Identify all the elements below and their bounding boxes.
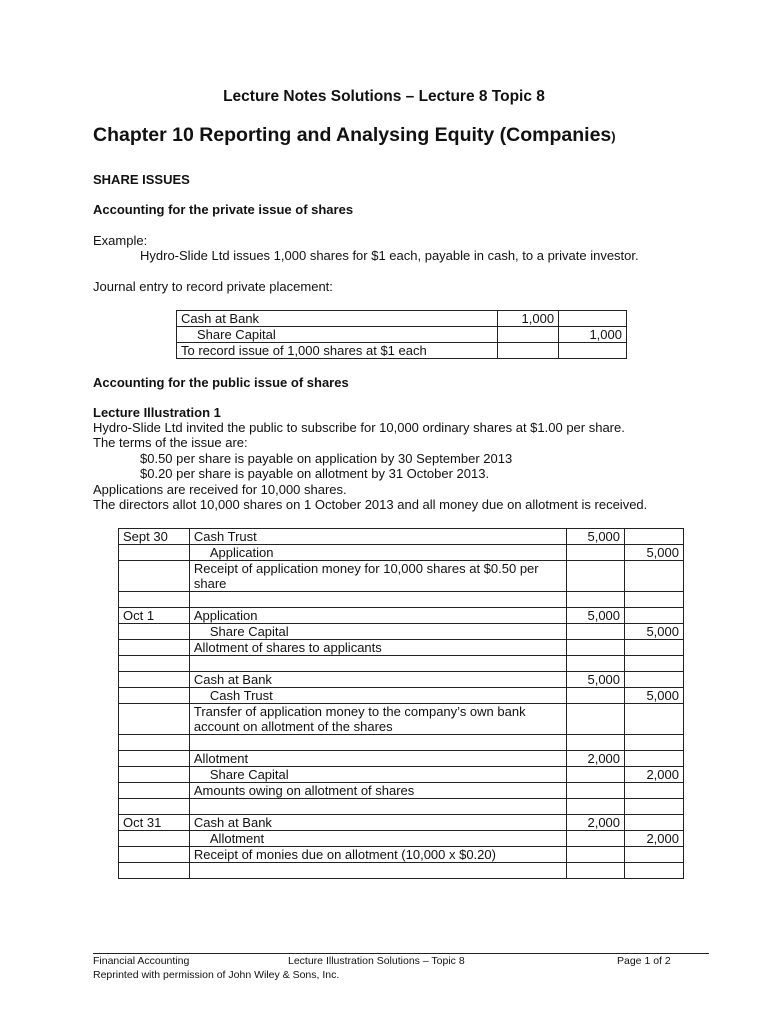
private-issue-heading: Accounting for the private issue of shares bbox=[93, 202, 354, 217]
table-cell bbox=[567, 767, 625, 783]
table-cell: Share Capital bbox=[189, 624, 566, 640]
table-row bbox=[119, 529, 684, 545]
table-row bbox=[119, 735, 684, 751]
table-cell bbox=[119, 863, 190, 879]
illustration-line: $0.50 per share is payable on application by 30 September 2013 bbox=[140, 451, 513, 466]
example-text: Hydro-Slide Ltd issues 1,000 shares for $1 each, payable in cash, to a private investor. bbox=[140, 248, 639, 263]
table-cell bbox=[567, 847, 625, 863]
table-cell: Allotment bbox=[189, 751, 566, 767]
table-cell bbox=[119, 847, 190, 863]
share-issues-heading: SHARE ISSUES bbox=[93, 172, 190, 187]
table-cell bbox=[119, 656, 190, 672]
table-cell bbox=[625, 783, 684, 799]
table-cell bbox=[119, 704, 190, 735]
table-cell: Allotment bbox=[189, 831, 566, 847]
table-cell bbox=[119, 561, 190, 592]
table-cell bbox=[625, 561, 684, 592]
table-cell: Receipt of application money for 10,000 shares at $0.50 per share bbox=[189, 561, 566, 592]
table-cell bbox=[625, 640, 684, 656]
table-cell bbox=[567, 863, 625, 879]
table-row bbox=[119, 545, 684, 561]
private-placement-table bbox=[176, 310, 627, 359]
table-row bbox=[177, 327, 627, 343]
illustration-line: The terms of the issue are: bbox=[93, 435, 248, 450]
table-cell bbox=[119, 672, 190, 688]
table-row bbox=[119, 751, 684, 767]
table-cell: Allotment of shares to applicants bbox=[189, 640, 566, 656]
table-cell bbox=[567, 561, 625, 592]
table-cell bbox=[189, 656, 566, 672]
chapter-title-paren: ) bbox=[611, 129, 616, 144]
table-cell bbox=[567, 656, 625, 672]
table-cell: Cash at Bank bbox=[189, 815, 566, 831]
table-cell: Amounts owing on allotment of shares bbox=[189, 783, 566, 799]
table-cell: 2,000 bbox=[567, 815, 625, 831]
table-cell bbox=[189, 863, 566, 879]
table-cell: Cash Trust bbox=[189, 688, 566, 704]
table-cell bbox=[189, 735, 566, 751]
table-cell bbox=[498, 327, 559, 343]
table-cell bbox=[119, 831, 190, 847]
table-cell: 2,000 bbox=[625, 767, 684, 783]
chapter-title bbox=[93, 124, 616, 147]
table-row bbox=[119, 847, 684, 863]
table-cell bbox=[119, 751, 190, 767]
table-cell: 5,000 bbox=[625, 688, 684, 704]
table-row bbox=[119, 592, 684, 608]
journal-intro: Journal entry to record private placement: bbox=[93, 279, 333, 294]
table-cell bbox=[119, 688, 190, 704]
table-row bbox=[119, 672, 684, 688]
table-cell: Transfer of application money to the company’s own bank account on allotment of the shares bbox=[189, 704, 566, 735]
table-cell bbox=[567, 783, 625, 799]
table-row bbox=[177, 311, 627, 327]
table-cell bbox=[567, 704, 625, 735]
illustration-line: The directors allot 10,000 shares on 1 October 2013 and all money due on allotment is received. bbox=[93, 497, 648, 512]
table-cell: 5,000 bbox=[567, 608, 625, 624]
table-cell bbox=[559, 311, 627, 327]
chapter-title-text: Chapter 10 Reporting and Analysing Equity (Companies bbox=[93, 124, 612, 146]
footer-center: Lecture Illustration Solutions – Topic 8 bbox=[288, 955, 465, 967]
footer-left: Financial Accounting bbox=[93, 955, 190, 967]
table-cell bbox=[119, 783, 190, 799]
table-row bbox=[119, 863, 684, 879]
table-row bbox=[119, 688, 684, 704]
table-cell bbox=[498, 343, 559, 359]
table-row bbox=[119, 640, 684, 656]
table-cell bbox=[567, 545, 625, 561]
table-cell bbox=[119, 767, 190, 783]
table-cell: Receipt of monies due on allotment (10,000 x $0.20) bbox=[189, 847, 566, 863]
table-cell bbox=[567, 688, 625, 704]
public-issue-heading: Accounting for the public issue of shares bbox=[93, 375, 349, 390]
table-cell bbox=[119, 640, 190, 656]
table-cell bbox=[625, 863, 684, 879]
example-label: Example: bbox=[93, 233, 148, 248]
table-cell: 5,000 bbox=[567, 529, 625, 545]
table-row bbox=[119, 767, 684, 783]
table-cell: Share Capital bbox=[189, 767, 566, 783]
table-row bbox=[119, 799, 684, 815]
table-cell bbox=[567, 624, 625, 640]
table-cell bbox=[119, 735, 190, 751]
table-cell bbox=[625, 847, 684, 863]
table-cell bbox=[119, 545, 190, 561]
table-row bbox=[119, 608, 684, 624]
table-cell bbox=[119, 592, 190, 608]
illustration-line: Hydro-Slide Ltd invited the public to subscribe for 10,000 ordinary shares at $1.00 per share. bbox=[93, 420, 625, 435]
table-cell: Application bbox=[189, 545, 566, 561]
table-cell: 1,000 bbox=[559, 327, 627, 343]
footer-rule bbox=[93, 953, 709, 954]
table-cell bbox=[625, 815, 684, 831]
table-cell bbox=[119, 624, 190, 640]
table-cell: 1,000 bbox=[498, 311, 559, 327]
table-cell bbox=[119, 799, 190, 815]
table-cell bbox=[189, 799, 566, 815]
table-cell bbox=[567, 640, 625, 656]
table-cell bbox=[189, 592, 566, 608]
footer-page-number: Page 1 of 2 bbox=[617, 955, 671, 967]
footer-reprint: Reprinted with permission of John Wiley & Sons, Inc. bbox=[93, 969, 340, 981]
table-cell: Sept 30 bbox=[119, 529, 190, 545]
table-cell bbox=[567, 735, 625, 751]
table-cell: Oct 1 bbox=[119, 608, 190, 624]
table-cell bbox=[625, 529, 684, 545]
table-row bbox=[119, 624, 684, 640]
table-cell: Cash at Bank bbox=[177, 311, 498, 327]
illustration-line: $0.20 per share is payable on allotment by 31 October 2013. bbox=[140, 466, 490, 481]
table-row bbox=[177, 343, 627, 359]
table-cell bbox=[567, 799, 625, 815]
table-cell bbox=[567, 592, 625, 608]
illustration-heading: Lecture Illustration 1 bbox=[93, 405, 221, 420]
table-cell bbox=[625, 751, 684, 767]
table-cell: Share Capital bbox=[177, 327, 498, 343]
table-cell: 5,000 bbox=[625, 624, 684, 640]
table-cell bbox=[625, 608, 684, 624]
table-cell: 5,000 bbox=[625, 545, 684, 561]
lecture-title: Lecture Notes Solutions – Lecture 8 Topic 8 bbox=[223, 88, 545, 105]
table-cell: 2,000 bbox=[625, 831, 684, 847]
table-row bbox=[119, 783, 684, 799]
table-cell: 5,000 bbox=[567, 672, 625, 688]
table-cell bbox=[559, 343, 627, 359]
table-row bbox=[119, 815, 684, 831]
table-cell: Cash Trust bbox=[189, 529, 566, 545]
table-cell bbox=[625, 799, 684, 815]
table-cell bbox=[625, 704, 684, 735]
table-cell bbox=[567, 831, 625, 847]
table-cell: To record issue of 1,000 shares at $1 each bbox=[177, 343, 498, 359]
table-cell bbox=[625, 656, 684, 672]
table-cell: Application bbox=[189, 608, 566, 624]
table-cell: 2,000 bbox=[567, 751, 625, 767]
table-row bbox=[119, 656, 684, 672]
table-cell bbox=[625, 735, 684, 751]
table-cell bbox=[625, 672, 684, 688]
table-row bbox=[119, 704, 684, 735]
table-cell: Cash at Bank bbox=[189, 672, 566, 688]
table-row bbox=[119, 561, 684, 592]
table-row bbox=[119, 831, 684, 847]
illustration-line: Applications are received for 10,000 shares. bbox=[93, 482, 347, 497]
journal-entries-table bbox=[118, 528, 684, 879]
table-cell bbox=[625, 592, 684, 608]
table-cell: Oct 31 bbox=[119, 815, 190, 831]
